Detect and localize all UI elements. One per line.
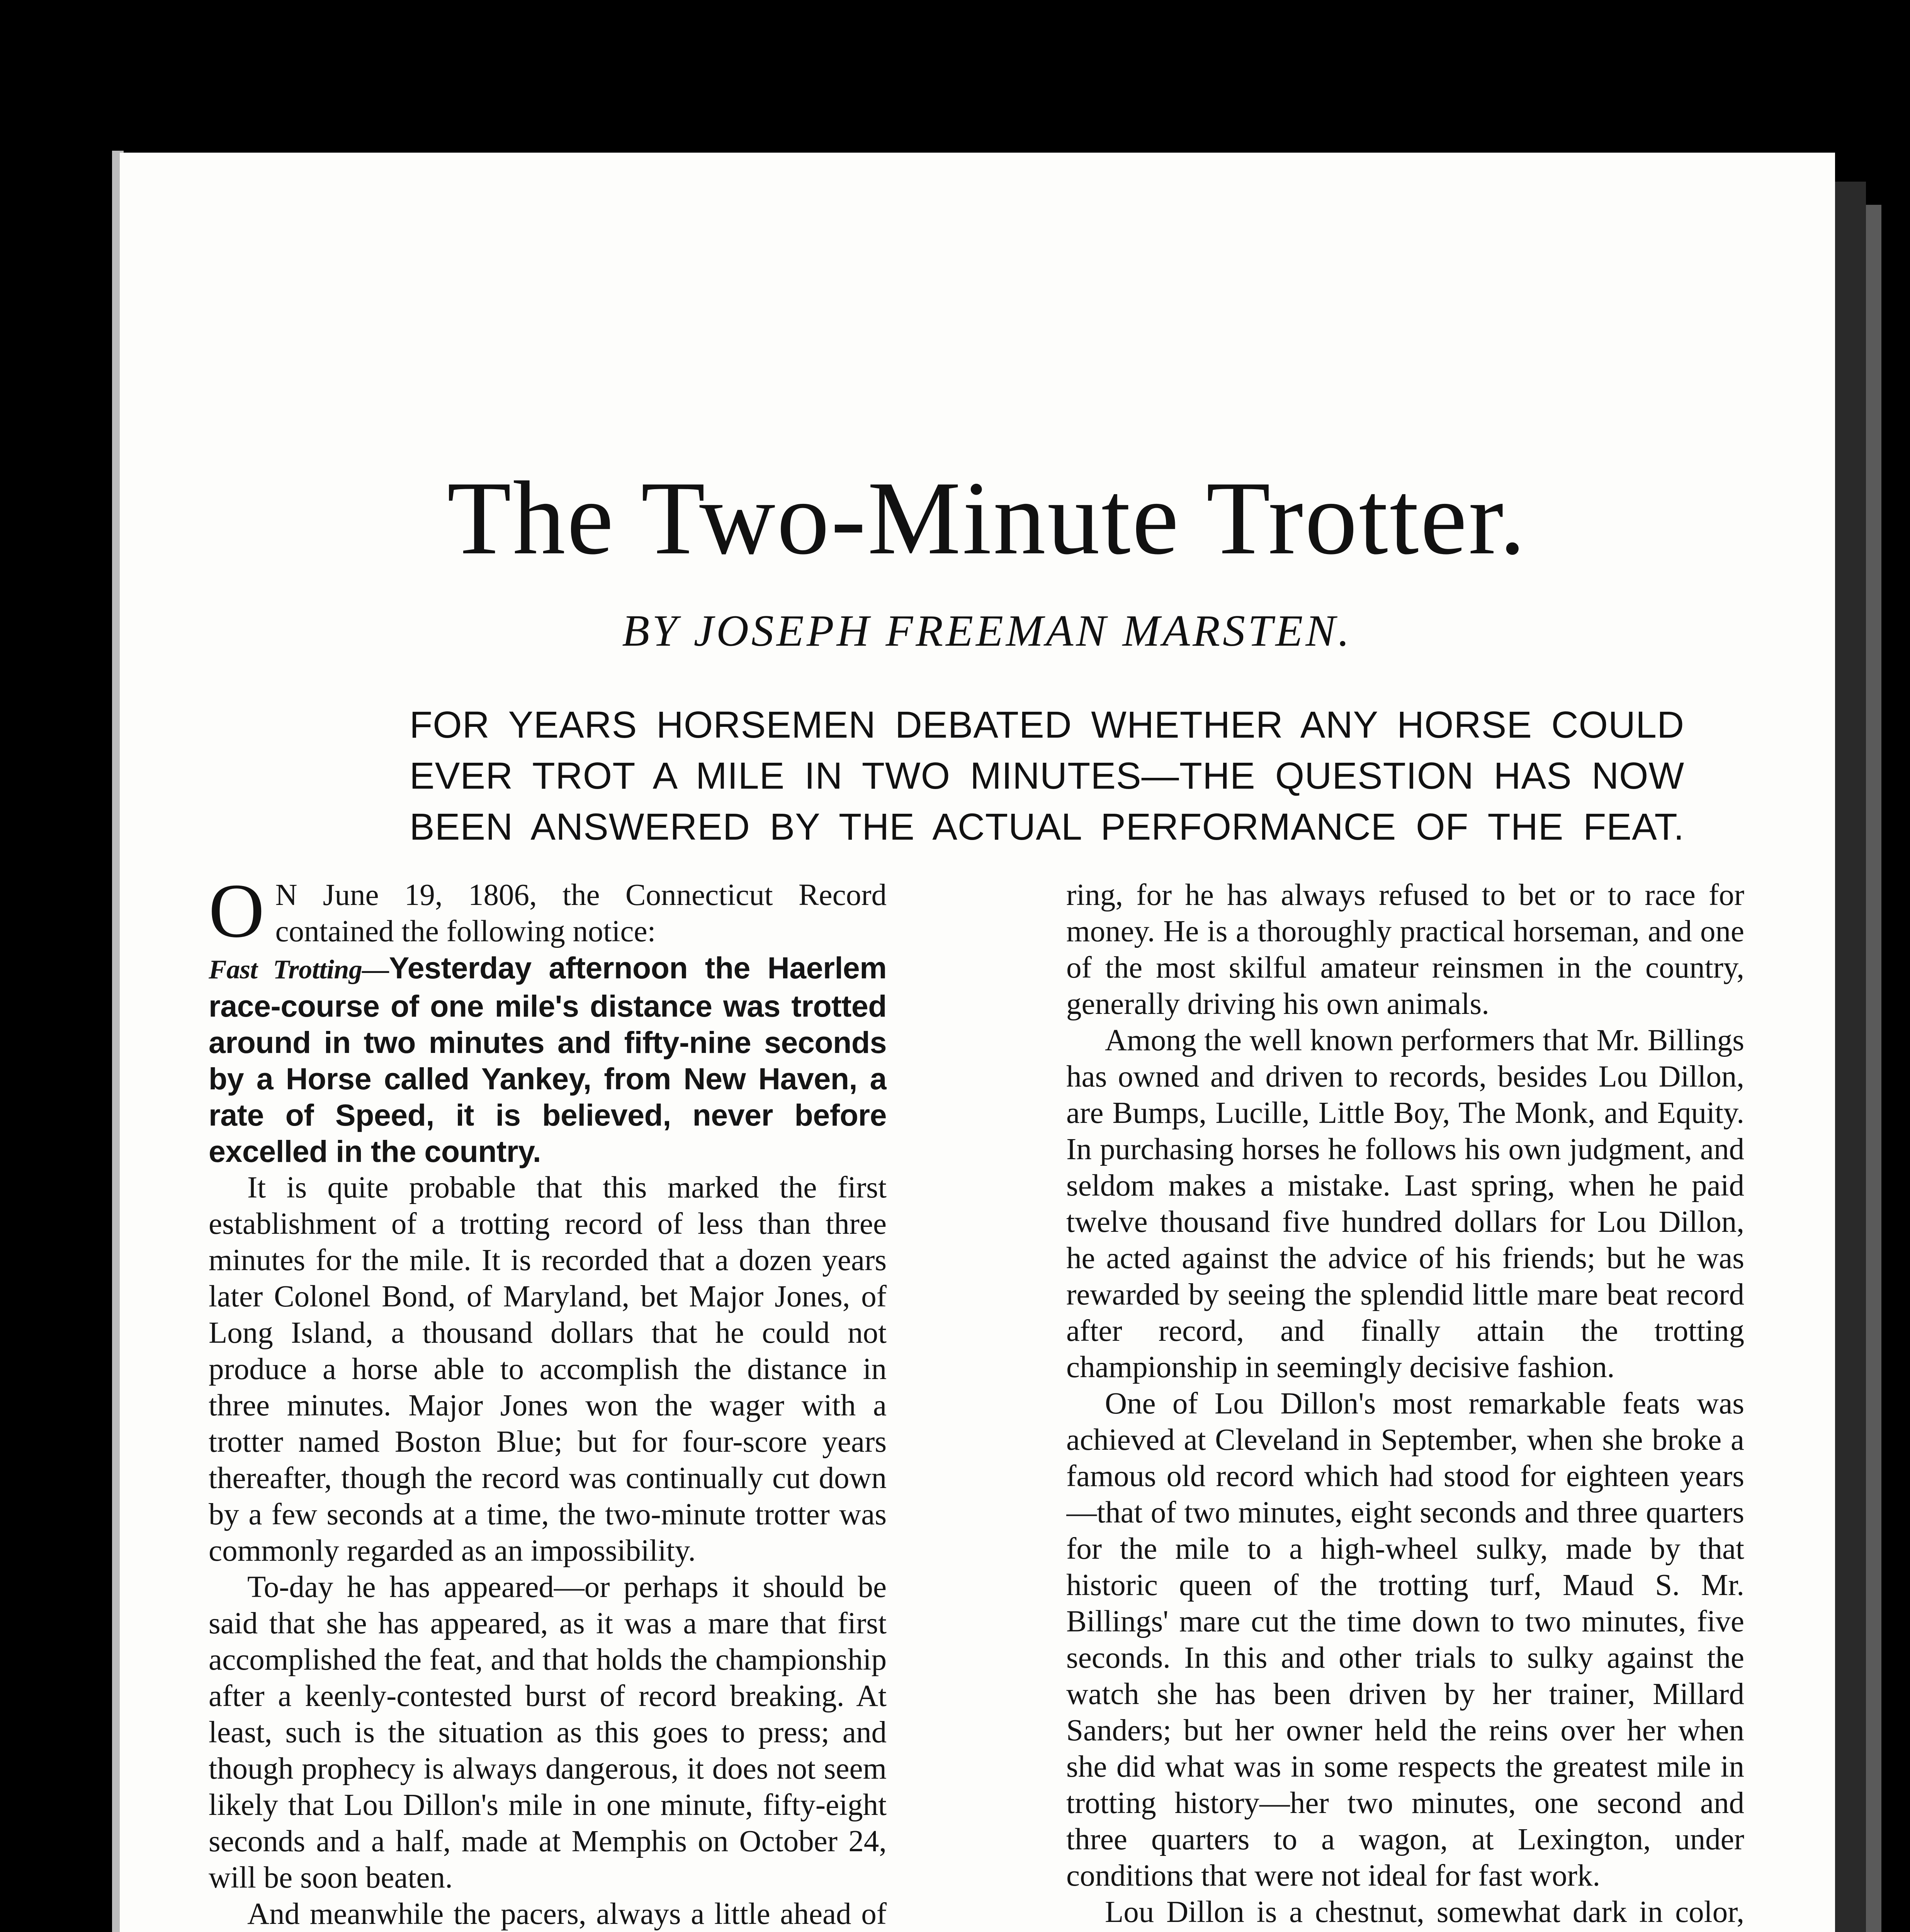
deck-line: BEEN ANSWERED BY THE ACTUAL PERFORMANCE OF THE FEAT. [410,806,1684,848]
body-paragraph: ring, for he has always refused to bet or to race for money. He is a thoroughly practical horseman, and one of the most skilful amateur reinsmen in the country, generally driving his own animals. [1066,878,1744,1021]
body-paragraph: It is quite probable that this marked the first establishment of a trotting record of less than three minutes for the mile. It is recorded that a dozen years later Colonel Bond, of Maryland, bet Major Jones, of Long Island, a thousand dollars that he could not produce a horse able to accomplish the distance in three minutes. Major Jones won the wager with a trotter named Boston Blue; but for four-score years thereafter, though the record was continually cut down by a few seconds at a time, the two-minute trotter was commonly regarded as an impossibility. [209,1171,887,1568]
body-paragraph: One of Lou Dillon's most remarkable feats was achieved at Cleveland in September, when she broke a famous old record which had stood for eighteen years—that of two minutes, eight seconds and three quarters for the mile to a high-wheel sulky, made by that historic queen of the trotting turf, Maud S. Mr. Billings' mare cut the time down to two minutes, five seconds. In this and other trials to sulky against the watch she has been driven by her trainer, Millard Sanders; but her owner held the reins over her when she did what was in some respects the greatest mile in trotting history—her two minutes, one second and three quarters to a wagon, at Lexington, under conditions that were not ideal for fast work. [1066,1387,1744,1893]
quoted-notice [209,950,887,1170]
article-deck [410,699,1684,852]
column-left [209,877,887,1932]
column-right [1066,877,1744,1932]
article-byline: BY JOSEPH FREEMAN MARSTEN. [622,606,1352,656]
body-paragraph: To-day he has appeared—or perhaps it should be said that she has appeared, as it was a mare that first accomplished the feat, and that holds the championship after a keenly-contested burst of record breaking. At least, such is the situation as this goes to press; and though prophecy is always dangerous, it does not seem likely that Lou Dillon's mile in one minute, fifty-eight seconds and a half, made at Memphis on October 24, will be soon beaten. [209,1570,887,1895]
body-paragraph: And meanwhile the pacers, always a little ahead of [247,1897,887,1931]
page-edge-right-shadow [1866,205,1881,1932]
body-paragraph: Lou Dillon is a chestnut, somewhat dark in color, [1105,1895,1744,1929]
deck-line: FOR YEARS HORSEMEN DEBATED WHETHER ANY HORSE COULD [410,704,1684,746]
intro-text: N June 19, 1806, the Connecticut Record contained the following notice: [275,878,887,948]
drop-cap: O [209,877,265,954]
article-title: The Two-Minute Trotter. [447,460,1527,576]
deck-line: EVER TROT A MILE IN TWO MINUTES—THE QUESTION HAS NOW [410,755,1684,797]
page-edge-right [1835,182,1866,1932]
intro-paragraph [209,877,887,954]
body-paragraph: Among the well known performers that Mr. Billings has owned and driven to records, besides Lou Dillon, are Bumps, Lucille, Little Boy, The Monk, and Equity. In purchasing horses he follows his own judgment, and seldom makes a mistake. Last spring, when he paid twelve thousand five hundred dollars for Lou Dillon, he acted against the advice of his friends; but he was rewarded by seeing the splendid little mare beat record after record, and finally attain the trotting championship in seemingly decisive fashion. [1066,1024,1744,1384]
quote-lead: Fast Trotting— [209,955,389,985]
quote-text: Yesterday afternoon the Haerlem race-course of one mile's distance was trotted around in two minutes and fifty-nine seconds by a Horse called Yankey, from New Haven, a rate of Speed, it is believed, never before excelled in the country. [209,951,887,1168]
